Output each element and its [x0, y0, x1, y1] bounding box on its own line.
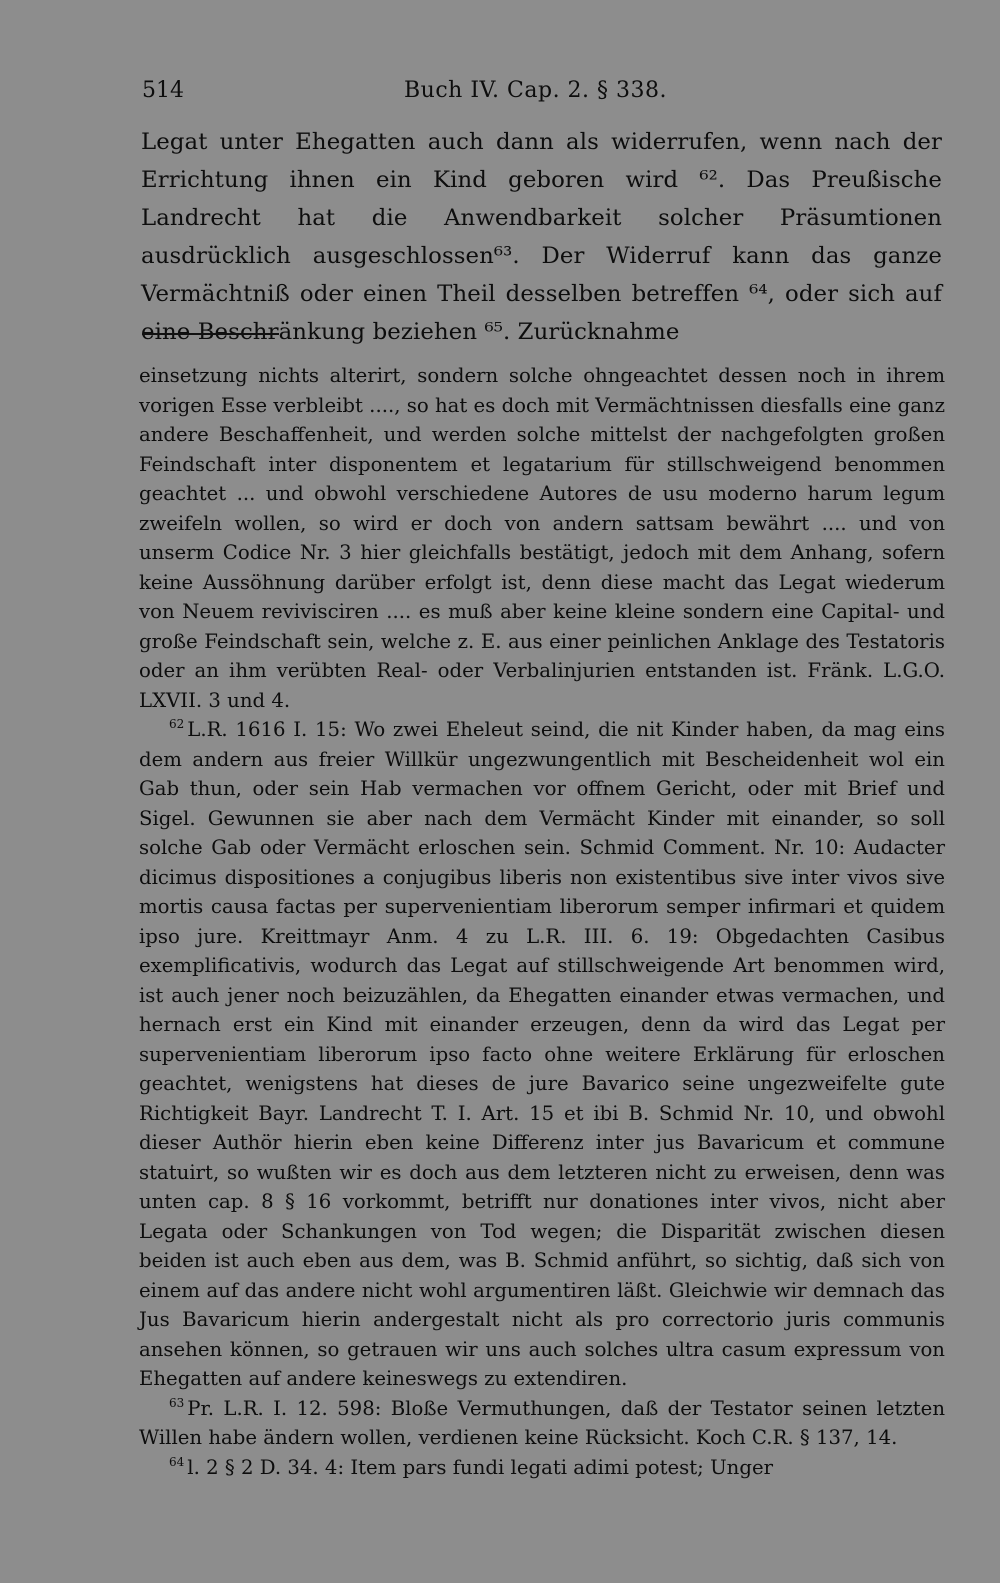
page-number: 514: [142, 78, 184, 103]
footnote-63: [139, 1394, 945, 1453]
footnote-text-64: l. 2 § 2 D. 34. 4: Item pars fundi legati adimi potest; Unger: [187, 1455, 774, 1479]
footnote-marker-64: 64: [169, 1454, 185, 1469]
running-head: Buch IV. Cap. 2. § 338.: [404, 78, 668, 103]
page-header: [142, 74, 940, 108]
footnote-marker-62: 62: [169, 717, 185, 732]
footnote-text-62: L.R. 1616 I. 15: Wo zwei Eheleut seind, die nit Kinder haben, da mag eins dem andern aus freier Willkür ungezwungentlich mit Bescheidenheit wol ein Gab thun, oder sein Hab vermachen vor offnem Gericht, oder mit Brief und Sigel. Gewunnen sie aber nach dem Vermächt Kinder mit einander, so soll solche Gab oder Vermächt erloschen sein. Schmid Comment. Nr. 10: Audacter dicimus dispositiones a conjugibus liberis non existentibus sive inter vivos sive mortis causa factas per supervenientiam liberorum semper infirmari et quidem ipso jure. Kreittmayr Anm. 4 zu L.R. III. 6. 19: Obgedachten Casibus exemplificativis, wodurch das Legat auf stillschweigende Art benommen wird, ist auch jener noch beizuzählen, da Ehegatten einander etwas vermachen, und hernach erst ein Kind mit einander erzeugen, denn da wird das Legat per supervenientiam liberorum ipso facto ohne weitere Erklärung für erloschen geachtet, wenigstens hat dieses de jure Bavarico seine ungezweifelte gute Richtigkeit Bayr. Landrecht T. I. Art. 15 et ibi B. Schmid Nr. 10, und obwohl dieser Authör hierin eben keine Differenz inter jus Bavaricum et commune statuirt, so wußten wir es doch aus dem letzteren nicht zu erweisen, denn was unten cap. 8 § 16 vorkommt, betrifft nur donationes inter vivos, nicht aber Legata oder Schankungen von Tod wegen; die Disparität zwischen diesen beiden ist auch eben aus dem, was B. Schmid anführt, so sichtig, daß sich von einem auf das andere nicht wohl argumentiren läßt. Gleichwie wir demnach das Jus Bavaricum hierin andergestalt nicht als pro correctorio juris communis ansehen können, so getrauen wir uns auch solches ultra casum expressum von Ehegatten auf andere keineswegs zu extendiren.: [139, 718, 945, 1390]
footnote-separator: [142, 333, 279, 335]
footnote-64: [139, 1453, 945, 1483]
footnotes-section: [139, 361, 945, 1482]
main-body-text: Legat unter Ehegatten auch dann als widerrufen, wenn nach der Errichtung ihnen ein Kind geboren wird ⁶². Das Preußische Landrecht hat die Anwendbarkeit solcher Präsumtionen ausdrücklich ausgeschlossen⁶³. Der Widerruf kann das ganze Vermächtniß oder einen Theil desselben betreffen ⁶⁴, oder sich auf eine Beschränkung beziehen ⁶⁵. Zurücknahme: [141, 129, 942, 345]
footnote-62: [139, 715, 945, 1394]
footnote-marker-63: 63: [169, 1395, 185, 1410]
footnote-text-63: Pr. L.R. I. 12. 598: Bloße Vermuthungen, daß der Testator seinen letzten Willen habe ändern wollen, verdienen keine Rücksicht. Koch C.R. § 137, 14.: [139, 1396, 945, 1449]
footnote-continuation: einsetzung nichts alterirt, sondern solche ohngeachtet dessen noch in ihrem vorigen Esse verbleibt ...., so hat es doch mit Vermächtnissen diesfalls eine ganz andere Beschaffenheit, und werden solche mittelst der nachgefolgten großen Feindschaft inter disponentem et legatarium für stillschweigend benommen geachtet ... und obwohl verschiedene Autores de usu moderno harum legum zweifeln wollen, so wird er doch von andern sattsam bewährt .... und von unserm Codice Nr. 3 hier gleichfalls bestätigt, jedoch mit dem Anhang, sofern keine Aussöhnung darüber erfolgt ist, denn diese macht das Legat wiederum von Neuem revivisciren .... es muß aber keine kleine sondern eine Capital- und große Feindschaft sein, welche z. E. aus einer peinlichen Anklage des Testatoris oder an ihm verübten Real- oder Verbalinjurien entstanden ist. Fränk. L.G.O. LXVII. 3 und 4.: [139, 364, 945, 712]
